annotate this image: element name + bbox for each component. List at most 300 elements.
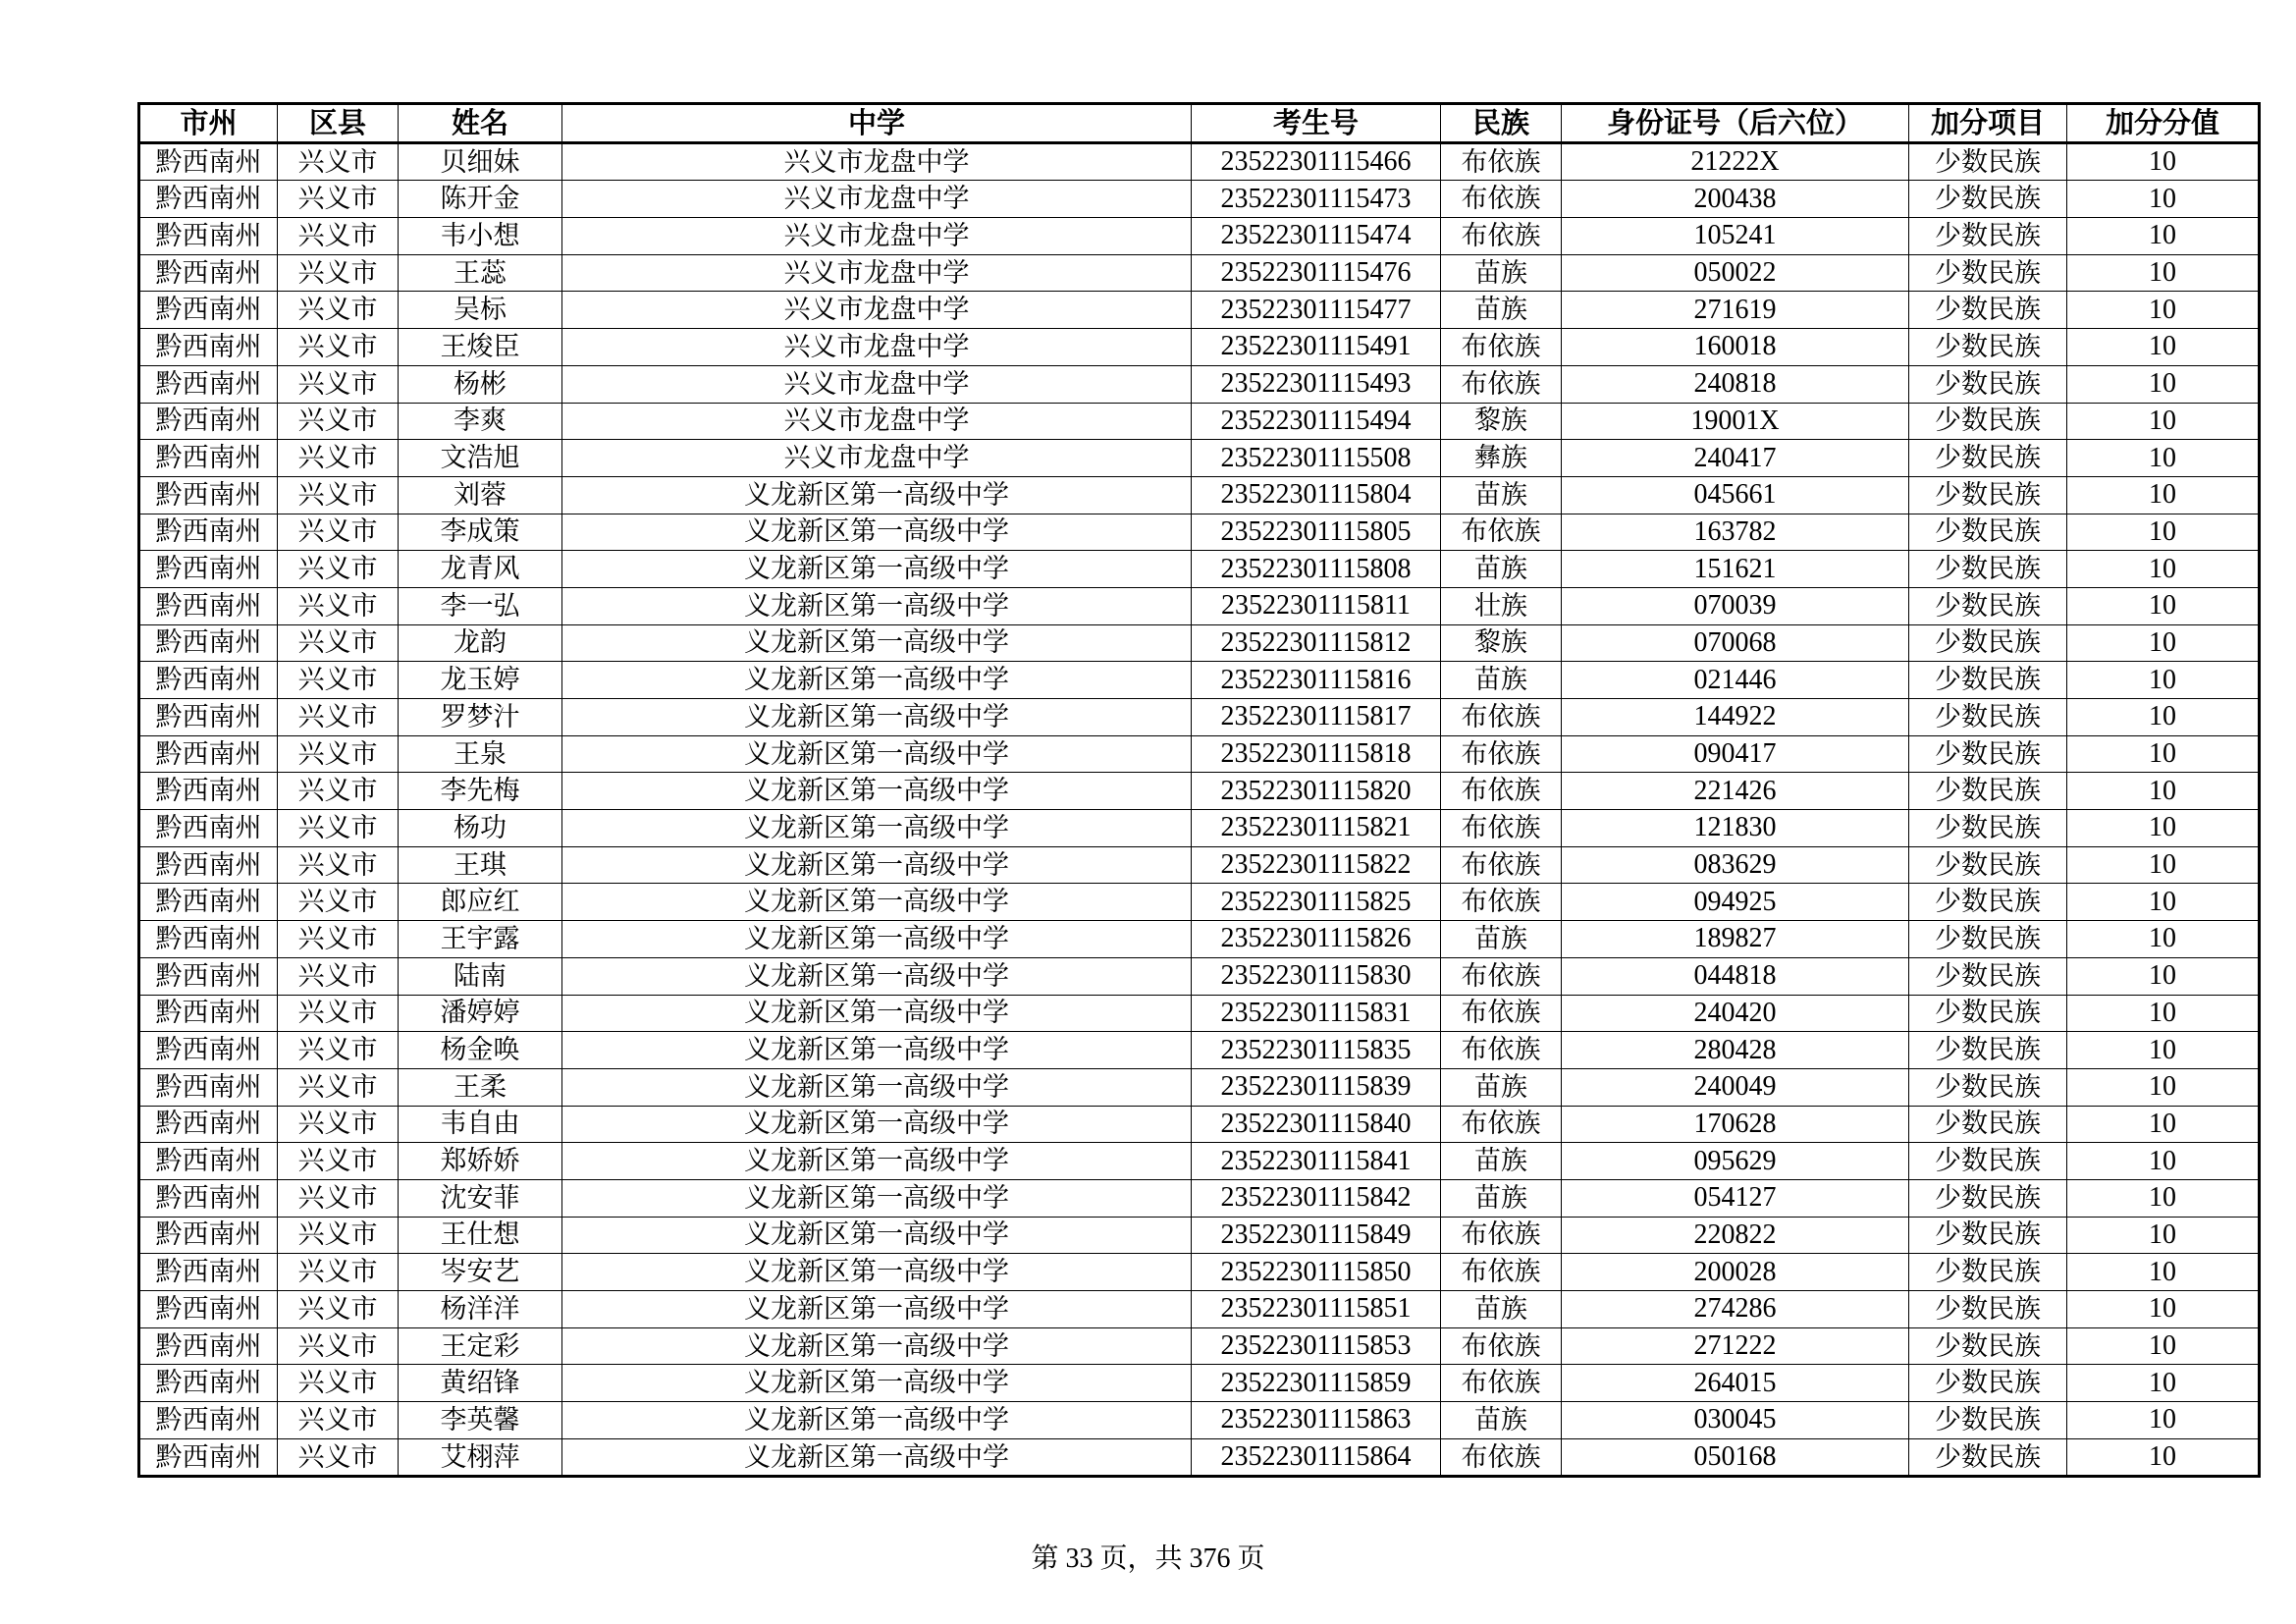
county-cell: 兴义市 <box>278 142 399 181</box>
exam-id-cell: 23522301115821 <box>1192 810 1441 847</box>
school-cell: 义龙新区第一高级中学 <box>562 1327 1192 1365</box>
county-cell: 兴义市 <box>278 699 399 736</box>
school-cell: 义龙新区第一高级中学 <box>562 995 1192 1032</box>
ethnicity-cell: 布依族 <box>1441 699 1562 736</box>
name-cell: 贝细妹 <box>399 142 562 181</box>
table-row <box>139 365 2260 403</box>
county-cell: 兴义市 <box>278 1365 399 1402</box>
header-col-ethnicity: 民族 <box>1441 104 1562 143</box>
table-row <box>139 551 2260 588</box>
city-cell: 黔西南州 <box>139 1217 278 1254</box>
bonus-item-cell: 少数民族 <box>1909 846 2067 884</box>
name-cell: 沈安菲 <box>399 1179 562 1217</box>
city-cell: 黔西南州 <box>139 1365 278 1402</box>
name-cell: 王泉 <box>399 735 562 773</box>
table-row <box>139 181 2260 218</box>
county-cell: 兴义市 <box>278 440 399 477</box>
exam-id-cell: 23522301115466 <box>1192 142 1441 181</box>
id-suffix-cell: 083629 <box>1562 846 1909 884</box>
header-col-name: 姓名 <box>399 104 562 143</box>
table-row <box>139 1291 2260 1328</box>
bonus-points-cell: 10 <box>2067 735 2260 773</box>
bonus-points-cell: 10 <box>2067 1143 2260 1180</box>
bonus-item-cell: 少数民族 <box>1909 1106 2067 1143</box>
bonus-points-cell: 10 <box>2067 1438 2260 1477</box>
bonus-item-cell: 少数民族 <box>1909 735 2067 773</box>
exam-id-cell: 23522301115817 <box>1192 699 1441 736</box>
county-cell: 兴义市 <box>278 1254 399 1291</box>
table-row <box>139 624 2260 662</box>
candidate-table <box>137 102 2261 1478</box>
bonus-item-cell: 少数民族 <box>1909 624 2067 662</box>
city-cell: 黔西南州 <box>139 1327 278 1365</box>
school-cell: 义龙新区第一高级中学 <box>562 1217 1192 1254</box>
bonus-item-cell: 少数民族 <box>1909 403 2067 440</box>
table-row <box>139 142 2260 181</box>
table-row <box>139 884 2260 921</box>
bonus-points-cell: 10 <box>2067 181 2260 218</box>
name-cell: 王宇露 <box>399 921 562 958</box>
school-cell: 义龙新区第一高级中学 <box>562 773 1192 810</box>
exam-id-cell: 23522301115816 <box>1192 662 1441 699</box>
table-header <box>139 104 2260 143</box>
id-suffix-cell: 070068 <box>1562 624 1909 662</box>
bonus-points-cell: 10 <box>2067 1402 2260 1439</box>
city-cell: 黔西南州 <box>139 1143 278 1180</box>
ethnicity-cell: 苗族 <box>1441 476 1562 514</box>
ethnicity-cell: 布依族 <box>1441 1438 1562 1477</box>
name-cell: 陆南 <box>399 957 562 995</box>
ethnicity-cell: 布依族 <box>1441 1032 1562 1069</box>
school-cell: 义龙新区第一高级中学 <box>562 1438 1192 1477</box>
table-row <box>139 995 2260 1032</box>
exam-id-cell: 23522301115859 <box>1192 1365 1441 1402</box>
exam-id-cell: 23522301115805 <box>1192 514 1441 551</box>
id-suffix-cell: 121830 <box>1562 810 1909 847</box>
id-suffix-cell: 021446 <box>1562 662 1909 699</box>
bonus-points-cell: 10 <box>2067 624 2260 662</box>
table-row <box>139 921 2260 958</box>
id-suffix-cell: 163782 <box>1562 514 1909 551</box>
name-cell: 韦小想 <box>399 218 562 255</box>
table-row <box>139 957 2260 995</box>
exam-id-cell: 23522301115842 <box>1192 1179 1441 1217</box>
exam-id-cell: 23522301115808 <box>1192 551 1441 588</box>
name-cell: 王蕊 <box>399 254 562 292</box>
exam-id-cell: 23522301115474 <box>1192 218 1441 255</box>
bonus-points-cell: 10 <box>2067 476 2260 514</box>
bonus-item-cell: 少数民族 <box>1909 1402 2067 1439</box>
school-cell: 义龙新区第一高级中学 <box>562 846 1192 884</box>
ethnicity-cell: 布依族 <box>1441 957 1562 995</box>
bonus-item-cell: 少数民族 <box>1909 995 2067 1032</box>
county-cell: 兴义市 <box>278 810 399 847</box>
county-cell: 兴义市 <box>278 773 399 810</box>
bonus-points-cell: 10 <box>2067 1179 2260 1217</box>
header-col-bonus-item: 加分项目 <box>1909 104 2067 143</box>
bonus-points-cell: 10 <box>2067 329 2260 366</box>
id-suffix-cell: 264015 <box>1562 1365 1909 1402</box>
ethnicity-cell: 布依族 <box>1441 181 1562 218</box>
bonus-item-cell: 少数民族 <box>1909 587 2067 624</box>
bonus-item-cell: 少数民族 <box>1909 551 2067 588</box>
bonus-points-cell: 10 <box>2067 921 2260 958</box>
bonus-points-cell: 10 <box>2067 1291 2260 1328</box>
bonus-points-cell: 10 <box>2067 1327 2260 1365</box>
bonus-item-cell: 少数民族 <box>1909 1327 2067 1365</box>
exam-id-cell: 23522301115839 <box>1192 1068 1441 1106</box>
id-suffix-cell: 090417 <box>1562 735 1909 773</box>
bonus-item-cell: 少数民族 <box>1909 921 2067 958</box>
county-cell: 兴义市 <box>278 846 399 884</box>
city-cell: 黔西南州 <box>139 1402 278 1439</box>
exam-id-cell: 23522301115853 <box>1192 1327 1441 1365</box>
header-col-school: 中学 <box>562 104 1192 143</box>
school-cell: 兴义市龙盘中学 <box>562 403 1192 440</box>
ethnicity-cell: 布依族 <box>1441 884 1562 921</box>
bonus-points-cell: 10 <box>2067 846 2260 884</box>
exam-id-cell: 23522301115840 <box>1192 1106 1441 1143</box>
table-row <box>139 1068 2260 1106</box>
city-cell: 黔西南州 <box>139 1032 278 1069</box>
bonus-points-cell: 10 <box>2067 699 2260 736</box>
header-row <box>139 104 2260 143</box>
county-cell: 兴义市 <box>278 1327 399 1365</box>
city-cell: 黔西南州 <box>139 440 278 477</box>
header-col-county: 区县 <box>278 104 399 143</box>
bonus-points-cell: 10 <box>2067 292 2260 329</box>
ethnicity-cell: 布依族 <box>1441 365 1562 403</box>
county-cell: 兴义市 <box>278 329 399 366</box>
ethnicity-cell: 苗族 <box>1441 921 1562 958</box>
ethnicity-cell: 苗族 <box>1441 254 1562 292</box>
school-cell: 兴义市龙盘中学 <box>562 218 1192 255</box>
ethnicity-cell: 布依族 <box>1441 329 1562 366</box>
city-cell: 黔西南州 <box>139 142 278 181</box>
county-cell: 兴义市 <box>278 957 399 995</box>
table-row <box>139 846 2260 884</box>
city-cell: 黔西南州 <box>139 846 278 884</box>
school-cell: 兴义市龙盘中学 <box>562 181 1192 218</box>
table-row <box>139 1365 2260 1402</box>
county-cell: 兴义市 <box>278 218 399 255</box>
id-suffix-cell: 044818 <box>1562 957 1909 995</box>
id-suffix-cell: 070039 <box>1562 587 1909 624</box>
bonus-item-cell: 少数民族 <box>1909 1068 2067 1106</box>
ethnicity-cell: 布依族 <box>1441 218 1562 255</box>
name-cell: 王焌臣 <box>399 329 562 366</box>
exam-id-cell: 23522301115830 <box>1192 957 1441 995</box>
header-col-exam-id: 考生号 <box>1192 104 1441 143</box>
school-cell: 兴义市龙盘中学 <box>562 440 1192 477</box>
id-suffix-cell: 050022 <box>1562 254 1909 292</box>
name-cell: 龙玉婷 <box>399 662 562 699</box>
bonus-points-cell: 10 <box>2067 403 2260 440</box>
table-row <box>139 1179 2260 1217</box>
id-suffix-cell: 240049 <box>1562 1068 1909 1106</box>
table-row <box>139 440 2260 477</box>
city-cell: 黔西南州 <box>139 329 278 366</box>
city-cell: 黔西南州 <box>139 292 278 329</box>
id-suffix-cell: 200028 <box>1562 1254 1909 1291</box>
city-cell: 黔西南州 <box>139 884 278 921</box>
school-cell: 义龙新区第一高级中学 <box>562 884 1192 921</box>
bonus-item-cell: 少数民族 <box>1909 1179 2067 1217</box>
bonus-points-cell: 10 <box>2067 365 2260 403</box>
city-cell: 黔西南州 <box>139 218 278 255</box>
table-row <box>139 1402 2260 1439</box>
city-cell: 黔西南州 <box>139 773 278 810</box>
name-cell: 潘婷婷 <box>399 995 562 1032</box>
exam-id-cell: 23522301115494 <box>1192 403 1441 440</box>
city-cell: 黔西南州 <box>139 662 278 699</box>
ethnicity-cell: 布依族 <box>1441 1254 1562 1291</box>
county-cell: 兴义市 <box>278 514 399 551</box>
bonus-points-cell: 10 <box>2067 254 2260 292</box>
city-cell: 黔西南州 <box>139 624 278 662</box>
bonus-item-cell: 少数民族 <box>1909 773 2067 810</box>
city-cell: 黔西南州 <box>139 1254 278 1291</box>
exam-id-cell: 23522301115822 <box>1192 846 1441 884</box>
exam-id-cell: 23522301115835 <box>1192 1032 1441 1069</box>
name-cell: 王定彩 <box>399 1327 562 1365</box>
table-row <box>139 514 2260 551</box>
school-cell: 义龙新区第一高级中学 <box>562 1365 1192 1402</box>
id-suffix-cell: 200438 <box>1562 181 1909 218</box>
name-cell: 杨功 <box>399 810 562 847</box>
table-row <box>139 1143 2260 1180</box>
id-suffix-cell: 189827 <box>1562 921 1909 958</box>
ethnicity-cell: 布依族 <box>1441 995 1562 1032</box>
school-cell: 义龙新区第一高级中学 <box>562 1068 1192 1106</box>
bonus-points-cell: 10 <box>2067 1365 2260 1402</box>
school-cell: 兴义市龙盘中学 <box>562 142 1192 181</box>
id-suffix-cell: 050168 <box>1562 1438 1909 1477</box>
city-cell: 黔西南州 <box>139 1068 278 1106</box>
bonus-points-cell: 10 <box>2067 142 2260 181</box>
city-cell: 黔西南州 <box>139 551 278 588</box>
bonus-item-cell: 少数民族 <box>1909 218 2067 255</box>
id-suffix-cell: 280428 <box>1562 1032 1909 1069</box>
bonus-item-cell: 少数民族 <box>1909 810 2067 847</box>
school-cell: 义龙新区第一高级中学 <box>562 1143 1192 1180</box>
ethnicity-cell: 苗族 <box>1441 292 1562 329</box>
school-cell: 义龙新区第一高级中学 <box>562 476 1192 514</box>
name-cell: 罗梦汁 <box>399 699 562 736</box>
exam-id-cell: 23522301115841 <box>1192 1143 1441 1180</box>
school-cell: 义龙新区第一高级中学 <box>562 1291 1192 1328</box>
exam-id-cell: 23522301115804 <box>1192 476 1441 514</box>
county-cell: 兴义市 <box>278 1217 399 1254</box>
exam-id-cell: 23522301115831 <box>1192 995 1441 1032</box>
id-suffix-cell: 271619 <box>1562 292 1909 329</box>
school-cell: 兴义市龙盘中学 <box>562 329 1192 366</box>
ethnicity-cell: 布依族 <box>1441 1365 1562 1402</box>
school-cell: 义龙新区第一高级中学 <box>562 699 1192 736</box>
id-suffix-cell: 151621 <box>1562 551 1909 588</box>
table-row <box>139 218 2260 255</box>
name-cell: 杨彬 <box>399 365 562 403</box>
ethnicity-cell: 苗族 <box>1441 1291 1562 1328</box>
name-cell: 李爽 <box>399 403 562 440</box>
name-cell: 杨洋洋 <box>399 1291 562 1328</box>
header-col-id-suffix: 身份证号（后六位） <box>1562 104 1909 143</box>
city-cell: 黔西南州 <box>139 735 278 773</box>
bonus-points-cell: 10 <box>2067 995 2260 1032</box>
bonus-item-cell: 少数民族 <box>1909 292 2067 329</box>
id-suffix-cell: 160018 <box>1562 329 1909 366</box>
school-cell: 义龙新区第一高级中学 <box>562 551 1192 588</box>
name-cell: 文浩旭 <box>399 440 562 477</box>
name-cell: 王柔 <box>399 1068 562 1106</box>
city-cell: 黔西南州 <box>139 957 278 995</box>
school-cell: 义龙新区第一高级中学 <box>562 624 1192 662</box>
name-cell: 郎应红 <box>399 884 562 921</box>
id-suffix-cell: 170628 <box>1562 1106 1909 1143</box>
city-cell: 黔西南州 <box>139 921 278 958</box>
county-cell: 兴义市 <box>278 735 399 773</box>
school-cell: 兴义市龙盘中学 <box>562 254 1192 292</box>
school-cell: 义龙新区第一高级中学 <box>562 921 1192 958</box>
county-cell: 兴义市 <box>278 292 399 329</box>
school-cell: 义龙新区第一高级中学 <box>562 1254 1192 1291</box>
id-suffix-cell: 271222 <box>1562 1327 1909 1365</box>
ethnicity-cell: 彝族 <box>1441 440 1562 477</box>
name-cell: 岑安艺 <box>399 1254 562 1291</box>
bonus-points-cell: 10 <box>2067 1217 2260 1254</box>
city-cell: 黔西南州 <box>139 1438 278 1477</box>
county-cell: 兴义市 <box>278 1291 399 1328</box>
table-row <box>139 476 2260 514</box>
county-cell: 兴义市 <box>278 921 399 958</box>
ethnicity-cell: 苗族 <box>1441 662 1562 699</box>
county-cell: 兴义市 <box>278 476 399 514</box>
bonus-points-cell: 10 <box>2067 551 2260 588</box>
name-cell: 李一弘 <box>399 587 562 624</box>
table-row <box>139 1032 2260 1069</box>
bonus-points-cell: 10 <box>2067 1032 2260 1069</box>
table-row <box>139 699 2260 736</box>
ethnicity-cell: 苗族 <box>1441 551 1562 588</box>
bonus-points-cell: 10 <box>2067 773 2260 810</box>
school-cell: 义龙新区第一高级中学 <box>562 662 1192 699</box>
table-body <box>139 142 2260 1477</box>
bonus-item-cell: 少数民族 <box>1909 329 2067 366</box>
ethnicity-cell: 苗族 <box>1441 1179 1562 1217</box>
county-cell: 兴义市 <box>278 181 399 218</box>
exam-id-cell: 23522301115851 <box>1192 1291 1441 1328</box>
county-cell: 兴义市 <box>278 662 399 699</box>
exam-id-cell: 23522301115826 <box>1192 921 1441 958</box>
city-cell: 黔西南州 <box>139 699 278 736</box>
city-cell: 黔西南州 <box>139 1106 278 1143</box>
ethnicity-cell: 布依族 <box>1441 735 1562 773</box>
school-cell: 义龙新区第一高级中学 <box>562 1106 1192 1143</box>
table-row <box>139 810 2260 847</box>
bonus-points-cell: 10 <box>2067 440 2260 477</box>
school-cell: 兴义市龙盘中学 <box>562 365 1192 403</box>
exam-id-cell: 23522301115491 <box>1192 329 1441 366</box>
bonus-points-cell: 10 <box>2067 587 2260 624</box>
exam-id-cell: 23522301115493 <box>1192 365 1441 403</box>
school-cell: 义龙新区第一高级中学 <box>562 735 1192 773</box>
id-suffix-cell: 105241 <box>1562 218 1909 255</box>
ethnicity-cell: 布依族 <box>1441 846 1562 884</box>
name-cell: 李成策 <box>399 514 562 551</box>
exam-id-cell: 23522301115473 <box>1192 181 1441 218</box>
id-suffix-cell: 144922 <box>1562 699 1909 736</box>
county-cell: 兴义市 <box>278 403 399 440</box>
ethnicity-cell: 布依族 <box>1441 1106 1562 1143</box>
table-row <box>139 292 2260 329</box>
name-cell: 吴标 <box>399 292 562 329</box>
bonus-item-cell: 少数民族 <box>1909 365 2067 403</box>
exam-id-cell: 23522301115850 <box>1192 1254 1441 1291</box>
table-row <box>139 662 2260 699</box>
bonus-points-cell: 10 <box>2067 957 2260 995</box>
name-cell: 王琪 <box>399 846 562 884</box>
city-cell: 黔西南州 <box>139 995 278 1032</box>
id-suffix-cell: 220822 <box>1562 1217 1909 1254</box>
county-cell: 兴义市 <box>278 1106 399 1143</box>
bonus-item-cell: 少数民族 <box>1909 1217 2067 1254</box>
school-cell: 义龙新区第一高级中学 <box>562 514 1192 551</box>
county-cell: 兴义市 <box>278 1143 399 1180</box>
city-cell: 黔西南州 <box>139 254 278 292</box>
ethnicity-cell: 布依族 <box>1441 1217 1562 1254</box>
table-row <box>139 1438 2260 1477</box>
county-cell: 兴义市 <box>278 1179 399 1217</box>
city-cell: 黔西南州 <box>139 403 278 440</box>
bonus-item-cell: 少数民族 <box>1909 476 2067 514</box>
bonus-item-cell: 少数民族 <box>1909 514 2067 551</box>
bonus-item-cell: 少数民族 <box>1909 440 2067 477</box>
bonus-item-cell: 少数民族 <box>1909 1143 2067 1180</box>
exam-id-cell: 23522301115849 <box>1192 1217 1441 1254</box>
name-cell: 刘蓉 <box>399 476 562 514</box>
header-col-city: 市州 <box>139 104 278 143</box>
ethnicity-cell: 苗族 <box>1441 1068 1562 1106</box>
ethnicity-cell: 苗族 <box>1441 1402 1562 1439</box>
bonus-points-cell: 10 <box>2067 514 2260 551</box>
exam-id-cell: 23522301115863 <box>1192 1402 1441 1439</box>
table-row <box>139 773 2260 810</box>
id-suffix-cell: 274286 <box>1562 1291 1909 1328</box>
id-suffix-cell: 094925 <box>1562 884 1909 921</box>
name-cell: 艾栩萍 <box>399 1438 562 1477</box>
bonus-item-cell: 少数民族 <box>1909 957 2067 995</box>
ethnicity-cell: 布依族 <box>1441 810 1562 847</box>
city-cell: 黔西南州 <box>139 181 278 218</box>
county-cell: 兴义市 <box>278 884 399 921</box>
name-cell: 王仕想 <box>399 1217 562 1254</box>
exam-id-cell: 23522301115818 <box>1192 735 1441 773</box>
bonus-points-cell: 10 <box>2067 218 2260 255</box>
bonus-item-cell: 少数民族 <box>1909 699 2067 736</box>
id-suffix-cell: 19001X <box>1562 403 1909 440</box>
exam-id-cell: 23522301115820 <box>1192 773 1441 810</box>
bonus-item-cell: 少数民族 <box>1909 884 2067 921</box>
table-row <box>139 329 2260 366</box>
exam-id-cell: 23522301115508 <box>1192 440 1441 477</box>
county-cell: 兴义市 <box>278 365 399 403</box>
ethnicity-cell: 布依族 <box>1441 514 1562 551</box>
page-number: 第 33 页，共 376 页 <box>1031 1543 1265 1574</box>
ethnicity-cell: 布依族 <box>1441 1327 1562 1365</box>
county-cell: 兴义市 <box>278 254 399 292</box>
city-cell: 黔西南州 <box>139 587 278 624</box>
county-cell: 兴义市 <box>278 1438 399 1477</box>
